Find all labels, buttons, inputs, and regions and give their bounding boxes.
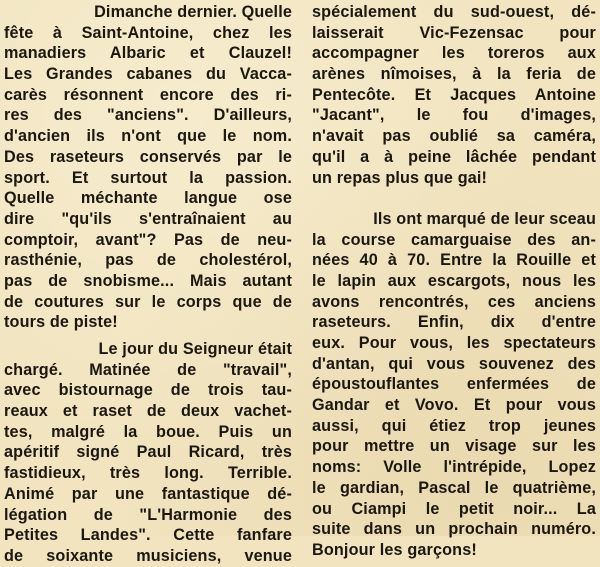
article-line: Des raseteurs conservés par le [4, 147, 292, 166]
article-line: ou Ciampi le petit noir... La [312, 499, 596, 518]
article-line: de soixante musiciens, venue [4, 546, 292, 565]
article-line: Pentecôte. Et Jacques Antoine [312, 85, 596, 104]
article-line: dire "qu'ils s'entraînaient au [4, 209, 292, 228]
article-line: Dimanche dernier. Quelle [94, 3, 292, 21]
article-line: Ils ont marqué de leur sceau [373, 209, 596, 228]
article-line: tes, malgré la boue. Puis un [4, 422, 292, 441]
article-line: n'avait pas oublié sa caméra, [312, 127, 596, 146]
article-line: eux. Pour vous, les spectateurs [312, 334, 596, 352]
article-line: sport. Et surtout la passion. [4, 168, 292, 187]
article-line: Quelle méchante langue ose [4, 189, 292, 208]
article-line: spécialement du sud-ouest, dé- [312, 3, 596, 21]
article-line: légation de "L'Harmonie des [4, 505, 292, 524]
article-line: fastidieux, très long. Terrible. [4, 464, 292, 483]
article-line: carès résonnent encore des ri- [4, 85, 292, 104]
article-line: accompagner les toreros aux [312, 44, 596, 63]
article-line: chargé. Matinée de "travail", [4, 360, 292, 379]
article-line: le lapin aux escargots, nous les [312, 271, 596, 290]
article-line: raseteurs. Enfin, dix d'entre [312, 313, 596, 332]
article-line: pas de snobisme... Mais autant [4, 271, 292, 290]
article-column-right [312, 2, 596, 561]
article-line: d'ancien ils n'ont que le nom. [4, 127, 292, 146]
article-line: aussi, qui étiez trop jeunes [312, 416, 596, 435]
article-line: "Jacant", le fou d'images, [312, 106, 596, 125]
article-column-left [4, 2, 292, 567]
article-line: avec bistournage de trois tau- [4, 381, 292, 400]
article-line: nées 40 à 70. Entre la Rouille et [312, 251, 596, 270]
article-line: laisserait Vic-Fezensac pour [312, 23, 596, 42]
article-line: Le jour du Seigneur était [98, 340, 292, 358]
article-line: qu'il a à peine lâchée pendant [312, 147, 596, 166]
article-line: Bonjour les garçons! [312, 540, 477, 559]
article-line: rasthénie, pas de cholestérol, [4, 251, 292, 270]
article-line: Gandar et Vovo. Et pour vous [312, 396, 596, 415]
article-line: suite dans un prochain numéro. [312, 520, 596, 539]
article-line: arènes nîmoises, à la feria de [312, 65, 596, 84]
article-line: la course camarguaise des an- [312, 230, 596, 249]
article-line: Les Grandes cabanes du Vacca- [4, 65, 292, 84]
article-line: époustouflantes enfermées de [312, 375, 596, 394]
article-line: Petites Landes". Cette fanfare [4, 526, 292, 545]
article-line: le gardian, Pascal le quatrième, [312, 478, 596, 497]
article-line: de coutures sur le corps que de [4, 292, 292, 311]
article-line: comptoir, avant"? Pas de neu- [4, 230, 292, 249]
article-line: reaux et raset de deux vachet- [4, 402, 292, 421]
article-line: tours de piste! [4, 313, 118, 332]
article-line: un repas plus que gai! [312, 168, 488, 187]
paragraph-spacer [312, 188, 596, 209]
article-line: Animé par une fantastique dé- [4, 484, 292, 503]
article-line: d'antan, qui vous souvenez des [312, 354, 596, 373]
article-line: pour mettre un visage sur les [312, 437, 596, 456]
article-line: manadiers Albaric et Clauzel! [4, 44, 292, 63]
article-line: fête à Saint-Antoine, chez les [4, 23, 292, 42]
article-line: avons rencontrés, ces anciens [312, 292, 596, 311]
article-line: res des "anciens". D'ailleurs, [4, 106, 292, 125]
article-line: noms: Volle l'intrépide, Lopez [312, 458, 596, 477]
article-line: apéritif signé Paul Ricard, très [4, 443, 292, 462]
